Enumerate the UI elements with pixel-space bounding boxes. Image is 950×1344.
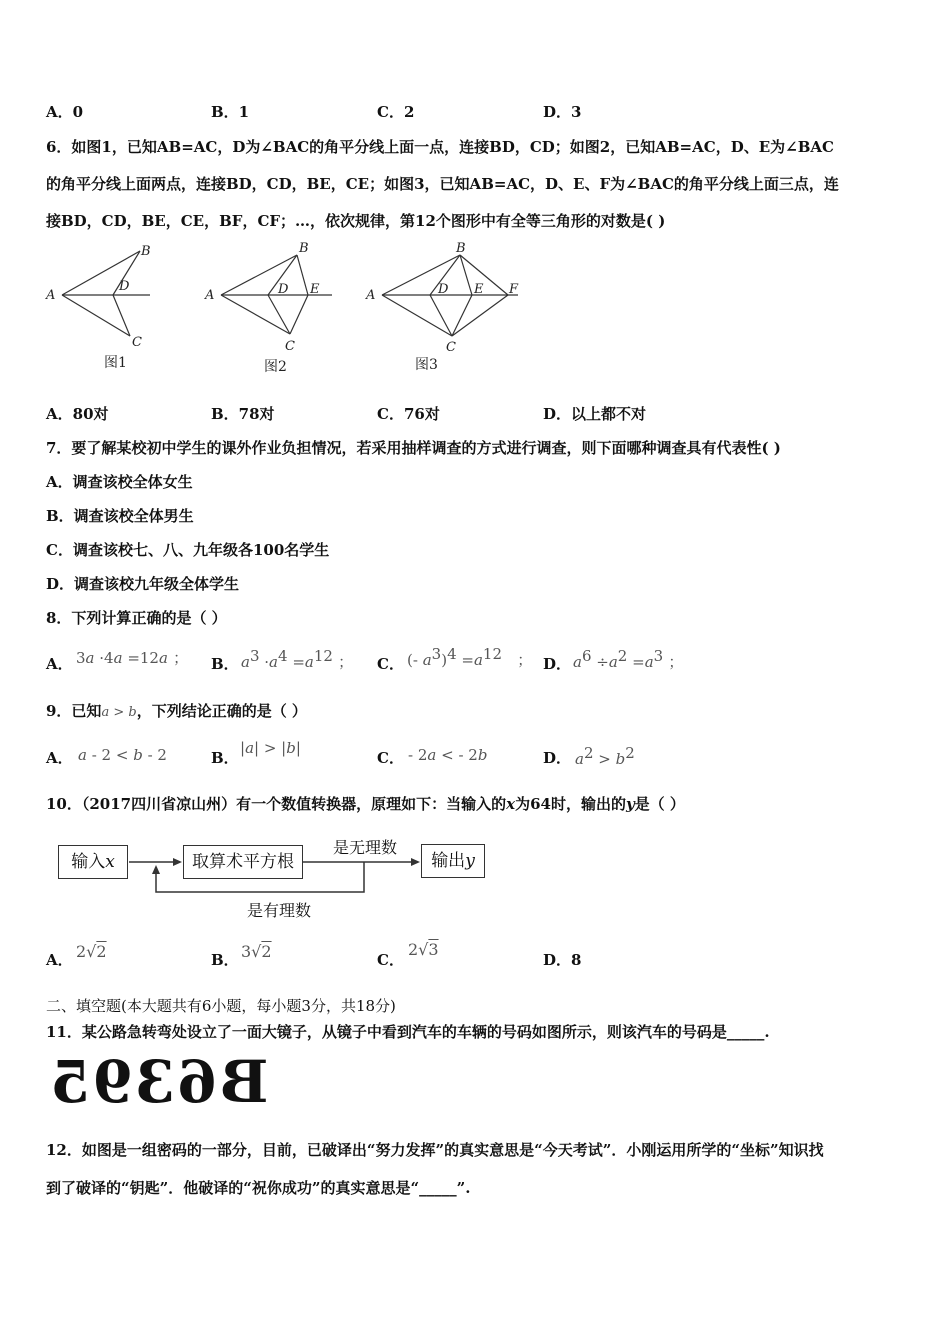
q8-sep-a: ； [173,649,189,667]
fig3-label-d: D [438,282,449,297]
q9-option-b-label: B． [211,749,239,767]
q8-option-d-label: D． [543,655,572,673]
q8-option-d-expr: $a^6 \div a^2 =a^3$ ； [573,647,684,671]
q10-option-d: D．8 [543,951,582,969]
q8-option-b-label: B． [211,655,239,673]
fig3-label-b: B [456,241,466,256]
flow-label-rational: 是有理数 [247,901,312,920]
q6-stem-line2: 的角平分线上面两点，连接BD，CD，BE，CE；如图3，已知AB=AC，D、E、F为∠BAC的角平分线上面三点，连 [46,175,839,193]
q10-stem-mid: 为64时，输出的 [515,795,626,813]
q9-option-b-expr: |a| > |b| [240,739,301,757]
q10-option-a-label: A． [46,951,73,969]
q5-option-d: D．3 [543,103,582,121]
fig3-caption: 图3 [415,357,438,373]
q9-option-a-expr: a - 2 < b - 2 [78,746,167,764]
q10-option-c-label: C． [377,951,404,969]
q6-option-b: B．78对 [211,405,275,423]
fig1-label-b: B [141,244,151,259]
fig3-label-e: E [474,282,484,297]
section2-heading: 二、填空题(本大题共有6小题，每小题3分，共18分) [46,997,396,1015]
q5-option-a: A．0 [46,103,84,121]
fig1-caption: 图1 [104,355,127,371]
fig1-label-d: D [119,279,130,294]
q7-option-b: B．调查该校全体男生 [46,507,194,525]
q11-mirrored-plate: B6395 [48,1048,269,1116]
fig3-label-f: F [509,282,519,297]
q8-option-b-expr: $a^3 \cdot a^4 =a^{12}$ ； [241,647,354,671]
q8-option-c-expr: (- $a^3)^4 =a^{12}$ ； [407,645,533,669]
flow-output-box: 输出y [421,844,485,878]
q8-sep-b: ； [338,653,354,671]
q11-stem: 11．某公路急转弯处设立了一面大镜子，从镜子中看到汽车的车辆的号码如图所示，则该汽车的号码是_____. [46,1023,770,1041]
q5-option-c: C．2 [377,103,415,121]
fig2-label-a: A [205,288,215,303]
q8-option-c-label: C． [377,655,404,673]
flow-input-box: 输入x [58,845,128,879]
q6-option-c: C．76对 [377,405,440,423]
fig2-label-b: B [299,241,309,256]
q10-option-a-expr: 2√2 [76,942,107,961]
q9-option-c-expr: - 2a < - 2b [408,746,488,764]
q10-stem-pre: 10．（2017四川省凉山州）有一个数值转换器，原理如下：当输入的 [46,795,507,813]
fig1-label-a: A [46,288,56,303]
q9-option-d-expr: $a^2 > b^2$ [575,744,635,768]
q10-stem: 10．（2017四川省凉山州）有一个数值转换器，原理如下：当输入的x为64时，输出的y是（ ） [46,795,685,813]
q6-option-d: D．以上都不对 [543,405,647,423]
fig2-label-d: D [278,282,289,297]
fig2-label-c: C [285,339,295,354]
flow-label-irrational: 是无理数 [333,838,398,857]
q9-option-a-label: A． [46,749,73,767]
q6-stem-line3: 接BD，CD，BE，CE，BF，CF；…，依次规律，第12个图形中有全等三角形的对数是( ) [46,212,666,230]
q8-option-a-expr: 3a ·4a =12a ； [76,649,189,667]
q9-stem: 9．已知a > b，下列结论正确的是（ ） [46,702,307,720]
q5-option-b: B．1 [211,103,250,121]
q9-stem-pre: 9．已知 [46,702,102,720]
q6-figures [40,236,540,386]
fig3-label-c: C [446,340,456,355]
q9-option-c-label: C． [377,749,404,767]
fig2-label-e: E [310,282,320,297]
q12-line1: 12．如图是一组密码的一部分，目前，已破译出“努力发挥”的真实意思是“今天考试”．小刚运用所学的“坐标”知识找 [46,1141,824,1159]
fig3-label-a: A [366,288,376,303]
q6-stem-line1: 6．如图1，已知AB=AC，D为∠BAC的角平分线上面一点，连接BD，CD；如图2，已知AB=AC，D、E为∠BAC [46,138,834,156]
q10-stem-post: 是（ ） [634,795,685,813]
q8-stem: 8．下列计算正确的是（ ） [46,609,227,627]
q7-option-c: C．调查该校七、八、九年级各100名学生 [46,541,330,559]
q12-line2: 到了破译的“钥匙”．他破译的“祝你成功”的真实意思是“_____”. [46,1179,471,1197]
q7-option-d: D．调查该校九年级全体学生 [46,575,240,593]
fig1-label-c: C [132,335,142,350]
q9-stem-post: ，下列结论正确的是（ ） [136,702,307,720]
flow-process-box: 取算术平方根 [183,845,303,879]
q8-sep-d: ； [668,653,684,671]
q6-option-a: A．80对 [46,405,109,423]
q9-option-d-label: D． [543,749,572,767]
q10-option-b-expr: 3√2 [241,942,272,961]
fig2-caption: 图2 [264,359,287,375]
q8-option-a-label: A． [46,655,73,673]
q7-option-a: A．调查该校全体女生 [46,473,193,491]
q7-stem: 7．要了解某校初中学生的课外作业负担情况，若采用抽样调查的方式进行调查，则下面哪种调查具有代表性( ) [46,439,781,457]
q8-sep-c: ； [517,651,533,669]
q10-option-c-expr: 2√3 [408,940,439,959]
q10-option-b-label: B． [211,951,239,969]
